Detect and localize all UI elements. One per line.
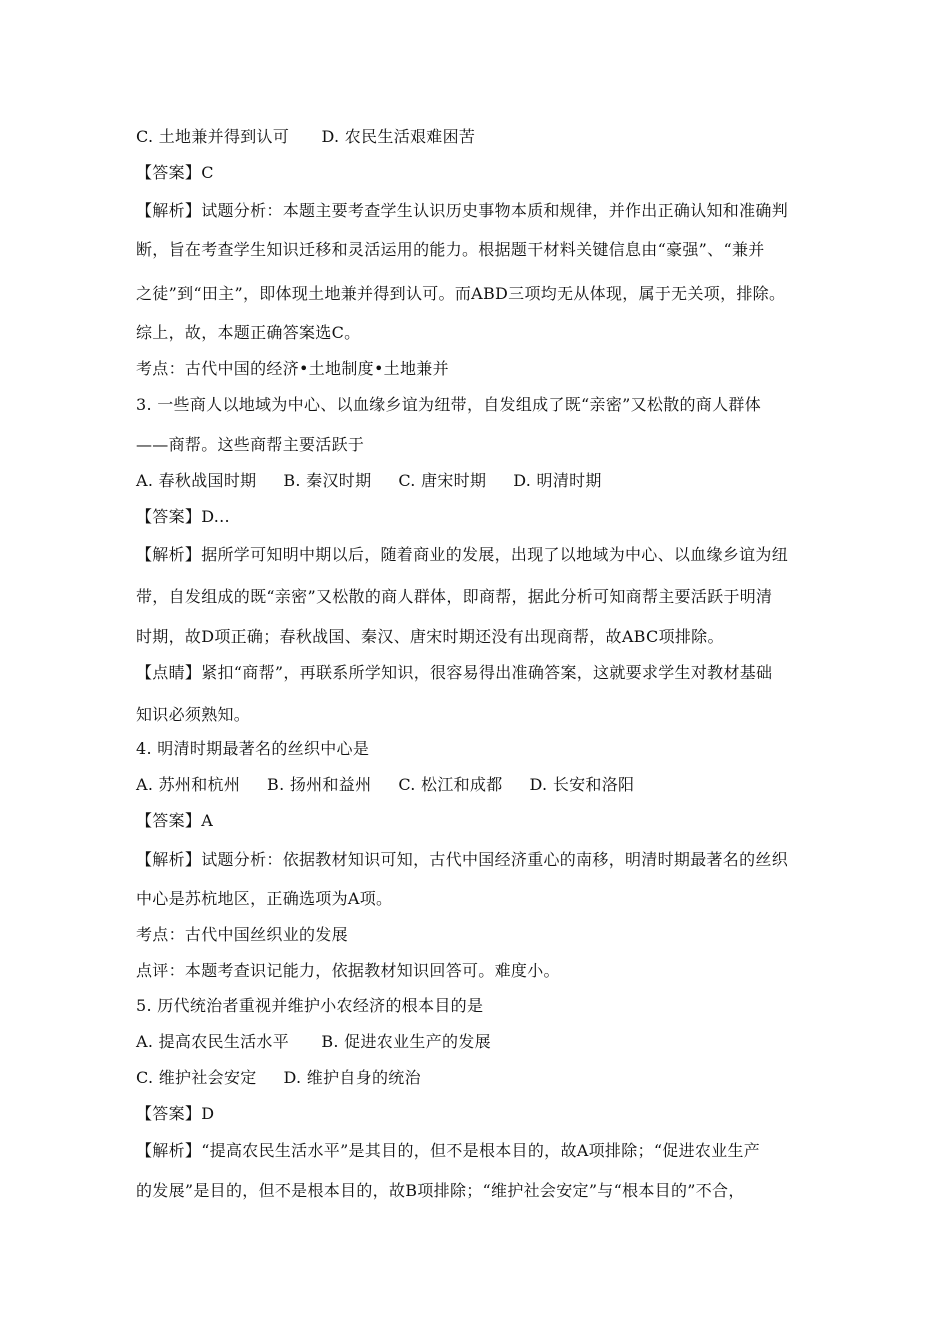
q5-options-cd: C. 维护社会安定 D. 维护自身的统治 xyxy=(136,1068,421,1087)
q5-analysis-line-2: 的发展”是目的，但不是根本目的，故B项排除；“维护社会安定”与“根本目的”不合， xyxy=(136,1181,745,1200)
q4-analysis-line-1: 【解析】试题分析：依据教材知识可知，古代中国经济重心的南移，明清时期最著名的丝织 xyxy=(136,850,789,869)
q3-analysis-line-3: 时期，故D项正确；春秋战国、秦汉、唐宋时期还没有出现商帮，故ABC项排除。 xyxy=(136,627,724,646)
q2-analysis-line-2: 断，旨在考查学生知识迁移和灵活运用的能力。根据题干材料关键信息由“豪强”、“兼并 xyxy=(136,240,765,259)
q2-analysis-line-3: 之徒”到“田主”，即体现土地兼并得到认可。而ABD三项均无从体现，属于无关项，排除。 xyxy=(136,284,786,303)
q4-options: A. 苏州和杭州 B. 扬州和益州 C. 松江和成都 D. 长安和洛阳 xyxy=(136,775,635,794)
q4-stem: 4. 明清时期最著名的丝织中心是 xyxy=(136,739,370,758)
q3-options: A. 春秋战国时期 B. 秦汉时期 C. 唐宋时期 D. 明清时期 xyxy=(136,471,602,490)
q4-kaodian: 考点：古代中国丝织业的发展 xyxy=(136,925,348,944)
q3-dianjing-line-1: 【点睛】紧扣“商帮”，再联系所学知识，很容易得出准确答案，这就要求学生对教材基础 xyxy=(136,663,773,682)
q3-answer: 【答案】D... xyxy=(136,507,230,526)
q5-stem: 5. 历代统治者重视并维护小农经济的根本目的是 xyxy=(136,996,484,1015)
q3-analysis-line-1: 【解析】据所学可知明中期以后，随着商业的发展，出现了以地域为中心、以血缘乡谊为纽 xyxy=(136,545,789,564)
q3-dianjing-line-2: 知识必须熟知。 xyxy=(136,705,251,724)
q2-options-cd: C. 土地兼并得到认可 D. 农民生活艰难困苦 xyxy=(136,127,476,146)
q2-analysis-line-1: 【解析】试题分析：本题主要考查学生认识历史事物本质和规律，并作出正确认知和准确判 xyxy=(136,201,789,220)
q4-dianping: 点评：本题考查识记能力，依据教材知识回答可。难度小。 xyxy=(136,961,560,980)
q4-analysis-line-2: 中心是苏杭地区，正确选项为A项。 xyxy=(136,889,393,908)
q4-answer: 【答案】A xyxy=(136,811,214,830)
q5-answer: 【答案】D xyxy=(136,1104,215,1123)
q3-stem-line-2: ——商帮。这些商帮主要活跃于 xyxy=(136,435,365,454)
q5-options-ab: A. 提高农民生活水平 B. 促进农业生产的发展 xyxy=(136,1032,491,1051)
q3-analysis-line-2: 带，自发组成的既“亲密”又松散的商人群体，即商帮，据此分析可知商帮主要活跃于明清 xyxy=(136,587,773,606)
q2-analysis-line-4: 综上，故，本题正确答案选C。 xyxy=(136,323,361,342)
q2-kaodian: 考点：古代中国的经济•土地制度•土地兼并 xyxy=(136,359,449,378)
q5-analysis-line-1: 【解析】“提高农民生活水平”是其目的，但不是根本目的，故A项排除；“促进农业生产 xyxy=(136,1141,761,1160)
q2-answer: 【答案】C xyxy=(136,163,214,182)
q3-stem-line-1: 3. 一些商人以地域为中心、以血缘乡谊为纽带，自发组成了既“亲密”又松散的商人群体 xyxy=(136,395,762,414)
